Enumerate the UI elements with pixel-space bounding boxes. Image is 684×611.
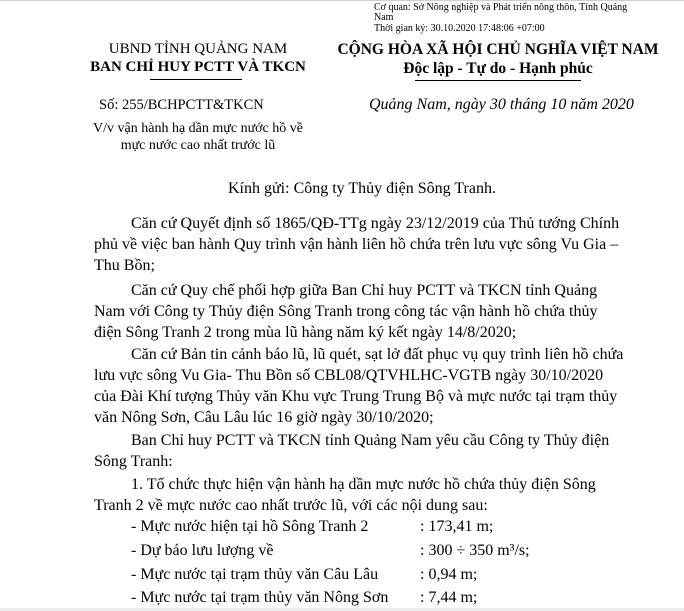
motto: Độc lập - Tự do - Hạnh phúc <box>403 60 593 77</box>
bullet-label-reservoir-level: - Mực nước hiện tại hồ Sông Tranh 2 <box>131 518 369 535</box>
para3-line2: lưu vực sông Vu Gia- Thu Bồn số CBL08/QTVHLHC-VGTB ngày 30/10/2020 <box>94 367 604 384</box>
bullet-label-nong-son-level: - Mực nước tại trạm thủy văn Nông Sơn <box>131 589 389 606</box>
para2-line1: Căn cứ Quy chế phối hợp giữa Ban Chỉ huy PCTT và TKCN tỉnh Quảng <box>131 282 598 299</box>
para4-line2: Sông Tranh: <box>94 453 173 470</box>
para1-line1: Căn cứ Quyết định số 1865/QĐ-TTg ngày 23/12/2019 của Thủ tướng Chính <box>131 215 620 232</box>
bullet-label-forecast-inflow: - Dự báo lưu lượng về <box>131 542 274 559</box>
para3-line4: văn Nông Sơn, Câu Lâu lúc 16 giờ ngày 30/10/2020; <box>94 409 434 426</box>
subject-line-1: V/v vận hành hạ dần mực nước hồ về <box>93 121 303 136</box>
para1-line3: Thu Bồn; <box>94 257 155 274</box>
para3-line1: Căn cứ Bản tin cảnh báo lũ, lũ quét, sạt lở đất phục vụ quy trình liên hồ chứa <box>131 346 624 363</box>
para2-line2: Nam với Công ty Thủy điện Sông Tranh trong công tác vận hành hồ chứa thủy <box>94 303 598 320</box>
para3-line3: của Đài Khí tượng Thủy văn Khu vực Trung Trung Bộ và mực nước tại trạm thủy <box>94 388 618 405</box>
para5-line1: 1. Tổ chức thực hiện vận hành hạ dần mực nước hồ chứa thủy điện Sông <box>131 476 596 493</box>
org-province: UBND TỈNH QUẢNG NAM <box>108 41 288 57</box>
issue-date: Quảng Nam, ngày 30 tháng 10 năm 2020 <box>369 96 634 113</box>
signature-time: Thời gian ký: 30.10.2020 17:48:06 +07:00 <box>374 23 545 34</box>
para1-line2: phủ về việc ban hành Quy trình vận hành liên hồ chứa trên lưu vực sông Vu Gia – <box>94 236 619 253</box>
bullet-label-cau-lau-level: - Mực nước tại trạm thủy văn Câu Lâu <box>131 566 379 583</box>
motto-underline <box>415 80 581 81</box>
para2-line3: điện Sông Tranh 2 trong mùa lũ hàng năm ký kết ngày 14/8/2020; <box>94 324 517 341</box>
subject-line-2: mực nước cao nhất trước lũ <box>120 138 276 153</box>
recipient: Kính gửi: Công ty Thủy điện Sông Tranh. <box>228 180 496 197</box>
signature-agency-line2: Nam <box>374 12 394 23</box>
para5-line2: Tranh 2 về mực nước cao nhất trước lũ, với các nội dung sau: <box>94 497 488 514</box>
bullet-value-nong-son-level: : 7,44 m; <box>420 589 478 606</box>
org-committee: BAN CHỈ HUY PCTT VÀ TKCN <box>90 59 306 75</box>
bullet-value-forecast-inflow: : 300 ÷ 350 m³/s; <box>420 542 530 559</box>
org-underline <box>150 79 242 80</box>
para4-line1: Ban Chỉ huy PCTT và TKCN tỉnh Quảng Nam yêu cầu Công ty Thủy điện <box>131 432 610 449</box>
document-number: Số: 255/BCHPCTT&TKCN <box>99 97 264 113</box>
top-border <box>0 0 684 1</box>
signature-agency-line1: Cơ quan: Sở Nông nghiệp và Phát triển nông thôn, Tỉnh Quảng <box>374 2 628 13</box>
bullet-value-reservoir-level: : 173,41 m; <box>420 518 494 535</box>
bullet-value-cau-lau-level: : 0,94 m; <box>420 566 478 583</box>
nation-title: CỘNG HÒA XÃ HỘI CHỦ NGHĨA VIỆT NAM <box>337 41 659 58</box>
